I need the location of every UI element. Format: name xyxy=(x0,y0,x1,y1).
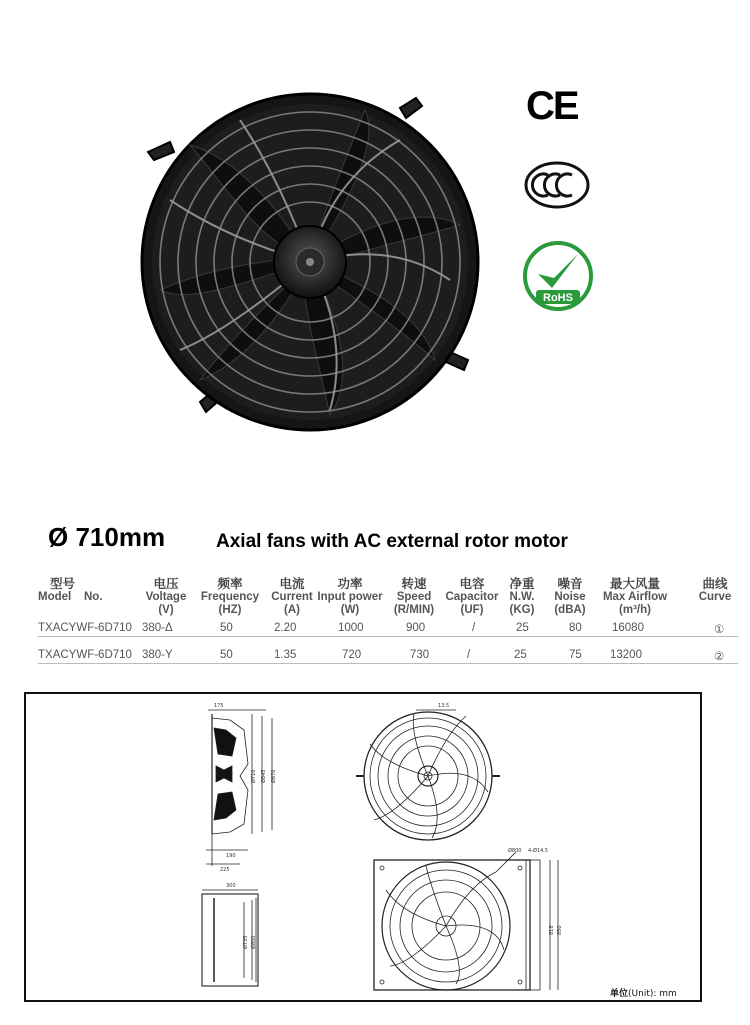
ccc-mark-icon xyxy=(524,160,590,210)
col-header-current: 电流 Current (A) xyxy=(271,577,313,616)
front-grille-drawing xyxy=(356,710,500,840)
unit-label-zh: 单位 xyxy=(610,989,629,999)
dim-label: 13.5 xyxy=(438,703,450,709)
table-cell: 25 xyxy=(516,622,529,634)
col-header-capacitor: 电容 Capacitor (UF) xyxy=(445,577,499,616)
row-divider xyxy=(38,663,738,664)
unit-label-rest: (Unit): mm xyxy=(628,989,677,999)
col-header-model: 型号 Model No. xyxy=(38,577,103,603)
fan-product-photo xyxy=(130,90,490,435)
rohs-text: RoHS xyxy=(543,292,573,304)
table-cell: 730 xyxy=(410,649,430,661)
side-view-drawing xyxy=(206,710,272,866)
table-cell: 16080 xyxy=(612,622,644,634)
box-side-view-drawing xyxy=(202,890,258,986)
technical-drawing-frame xyxy=(24,692,702,1002)
row-divider xyxy=(38,636,738,637)
table-cell: 50 xyxy=(220,622,233,634)
dim-label: 175 xyxy=(214,703,224,709)
table-cell: TXACYWF-6D710 xyxy=(38,649,132,661)
dim-label: 850 xyxy=(557,925,563,935)
table-cell: 720 xyxy=(342,649,362,661)
table-cell: 2.20 xyxy=(274,622,297,634)
dim-label: 225 xyxy=(220,867,230,873)
table-cell: 1000 xyxy=(338,622,364,634)
table-cell: 1.35 xyxy=(274,649,297,661)
dim-label: 4-Ø14.5 xyxy=(528,848,549,854)
table-cell: 380-Δ xyxy=(142,622,173,634)
table-cell: 25 xyxy=(514,649,527,661)
dim-label: 818 xyxy=(549,925,555,935)
dim-label: Ø845 xyxy=(261,769,267,783)
table-cell: 380-Y xyxy=(142,649,173,661)
col-header-net-weight: 净重 N.W. (KG) xyxy=(509,577,535,616)
table-cell: 80 xyxy=(569,622,582,634)
table-cell: / xyxy=(472,622,476,634)
unit-note xyxy=(610,986,677,999)
dim-label: Ø800 xyxy=(251,935,257,949)
col-header-frequency: 频率 Frequency (HZ) xyxy=(200,577,260,616)
dim-label: 190 xyxy=(226,853,236,859)
col-header-noise: 噪音 Noise (dBA) xyxy=(554,577,586,616)
table-cell: 50 xyxy=(220,649,233,661)
col-header-input-power: 功率 Input power (W) xyxy=(317,577,383,616)
dim-label: Ø870 xyxy=(271,769,277,783)
table-cell: 13200 xyxy=(610,649,642,661)
table-cell: 75 xyxy=(569,649,582,661)
table-cell: 900 xyxy=(406,622,426,634)
table-cell: / xyxy=(467,649,471,661)
dim-label: Ø735 xyxy=(243,935,249,949)
dim-label: 300 xyxy=(226,883,236,889)
page-subtitle: Axial fans with AC external rotor motor xyxy=(216,531,568,552)
rohs-mark-icon xyxy=(522,240,594,312)
table-cell: ② xyxy=(714,651,725,663)
col-header-voltage: 电压 Voltage (V) xyxy=(145,577,187,616)
col-header-curve: 曲线 Curve xyxy=(698,577,732,603)
page-title: Ø 710mm xyxy=(48,522,166,552)
spec-table xyxy=(38,577,738,667)
col-header-speed: 转速 Speed (R/MIN) xyxy=(393,577,435,616)
col-header-max-airflow: 最大风量 Max Airflow (m³/h) xyxy=(602,577,668,616)
dim-label: Ø800 xyxy=(508,848,522,854)
table-cell: ① xyxy=(714,624,725,636)
technical-drawing xyxy=(26,694,700,1000)
dim-label: Ø710 xyxy=(251,769,257,783)
table-cell: TXACYWF-6D710 xyxy=(38,622,132,634)
mounting-plate-drawing xyxy=(374,852,558,990)
ce-mark-icon: CE xyxy=(526,84,578,128)
